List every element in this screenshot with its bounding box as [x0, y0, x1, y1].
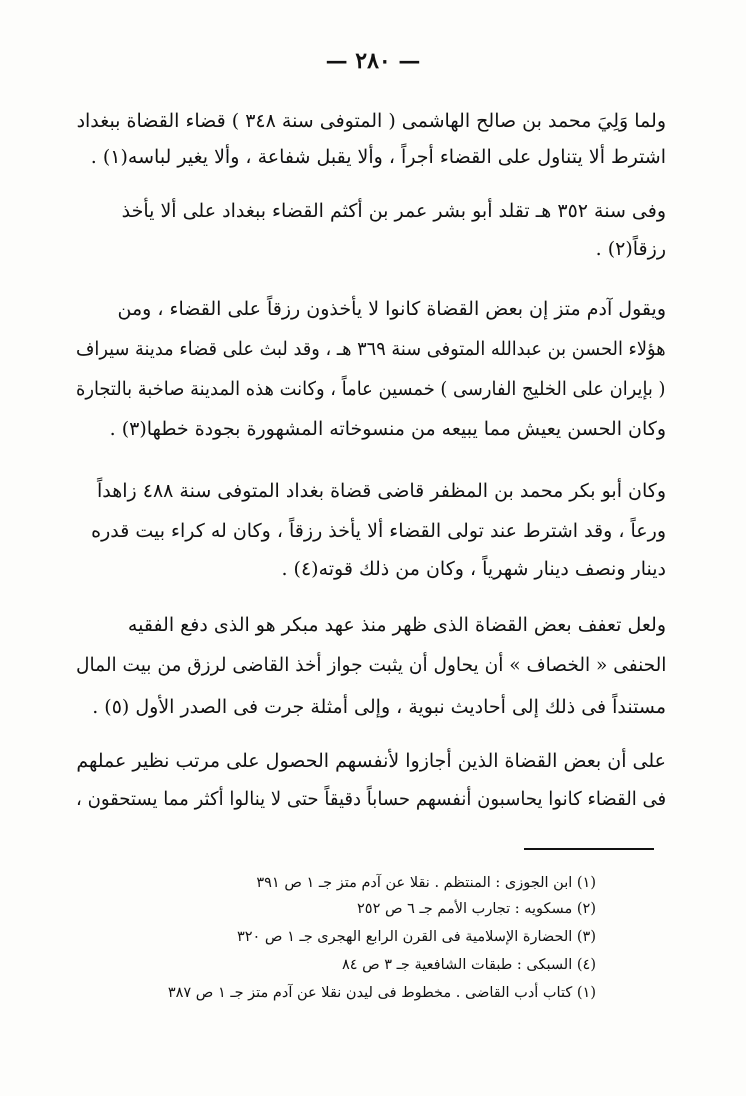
footnote-4: (٤) السبكى : طبقات الشافعية جـ ٣ ص ٨٤ [341, 957, 596, 973]
paragraph-2-line-2: رزقاً(٢) . [595, 238, 666, 260]
paragraph-4-line-3: دينار ونصف دينار شهرياً ، وكان من ذلك قوته(٤) . [281, 558, 666, 580]
footnote-3: (٣) الحضارة الإسلامية فى القرن الرابع الهجرى جـ ١ ص ٣٢٠ [236, 929, 596, 945]
paragraph-5-line-3: مستنداً فى ذلك إلى أحاديث نبوية ، وإلى أمثلة جرت فى الصدر الأول (٥) . [92, 696, 666, 718]
footnote-5: (١) كتاب أدب القاضى . مخطوط فى ليدن نقلا عن آدم متز جـ ١ ص ٣٨٧ [167, 985, 596, 1001]
paragraph-4-line-2: ورعاً ، وقد اشترط عند تولى القضاء ألا يأخذ رزقاً ، وكان له كراء بيت قدره [91, 520, 666, 542]
paragraph-3-line-3: ( بإيران على الخليج الفارسى ) خمسين عاماً ، وكانت هذه المدينة صاخبة بالتجارة [76, 378, 666, 400]
paragraph-3-line-2: هؤلاء الحسن بن عبدالله المتوفى سنة ٣٦٩ هـ ، وقد لبث على قضاء مدينة سيراف [76, 338, 666, 360]
paragraph-1-line-1: ولما وَلِيَ محمد بن صالح الهاشمى ( المتوفى سنة ٣٤٨ ) قضاء القضاة ببغداد [76, 110, 666, 132]
paragraph-2-line-1: وفى سنة ٣٥٢ هـ تقلد أبو بشر عمر بن أكثم القضاء ببغداد على ألا يأخذ [121, 200, 666, 222]
page-number: — ٢٨٠ — [325, 48, 421, 74]
paragraph-6-line-1: على أن بعض القضاة الذين أجازوا لأنفسهم الحصول على مرتب نظير عملهم [76, 750, 666, 772]
paragraph-6-line-2: فى القضاء كانوا يحاسبون أنفسهم حساباً دقيقاً حتى لا ينالوا أكثر مما يستحقون ، [75, 788, 666, 810]
paragraph-1-line-2: اشترط ألا يتناول على القضاء أجراً ، وألا يقبل شفاعة ، وألا يغير لباسه(١) . [90, 146, 666, 168]
paragraph-4-line-1: وكان أبو بكر محمد بن المظفر قاضى قضاة بغداد المتوفى سنة ٤٨٨ زاهداً [97, 480, 666, 502]
footnote-2: (٢) مسكويه : تجارب الأمم جـ ٦ ص ٢٥٢ [357, 901, 596, 917]
footnote-1: (١) ابن الجوزى : المنتظم . نقلا عن آدم متز جـ ١ ص ٣٩١ [256, 875, 596, 891]
paragraph-3-line-1: ويقول آدم متز إن بعض القضاة كانوا لا يأخذون رزقاً على القضاء ، ومن [117, 298, 666, 320]
paragraph-5-line-2: الحنفى « الخصاف » أن يحاول أن يثبت جواز أخذ القاضى لرزق من بيت المال [75, 654, 666, 676]
paragraph-5-line-1: ولعل تعفف بعض القضاة الذى ظهر منذ عهد مبكر هو الذى دفع الفقيه [127, 614, 666, 636]
footnote-divider [524, 848, 654, 850]
paragraph-3-line-4: وكان الحسن يعيش مما يبيعه من منسوخاته المشهورة بجودة خطها(٣) . [109, 418, 666, 440]
